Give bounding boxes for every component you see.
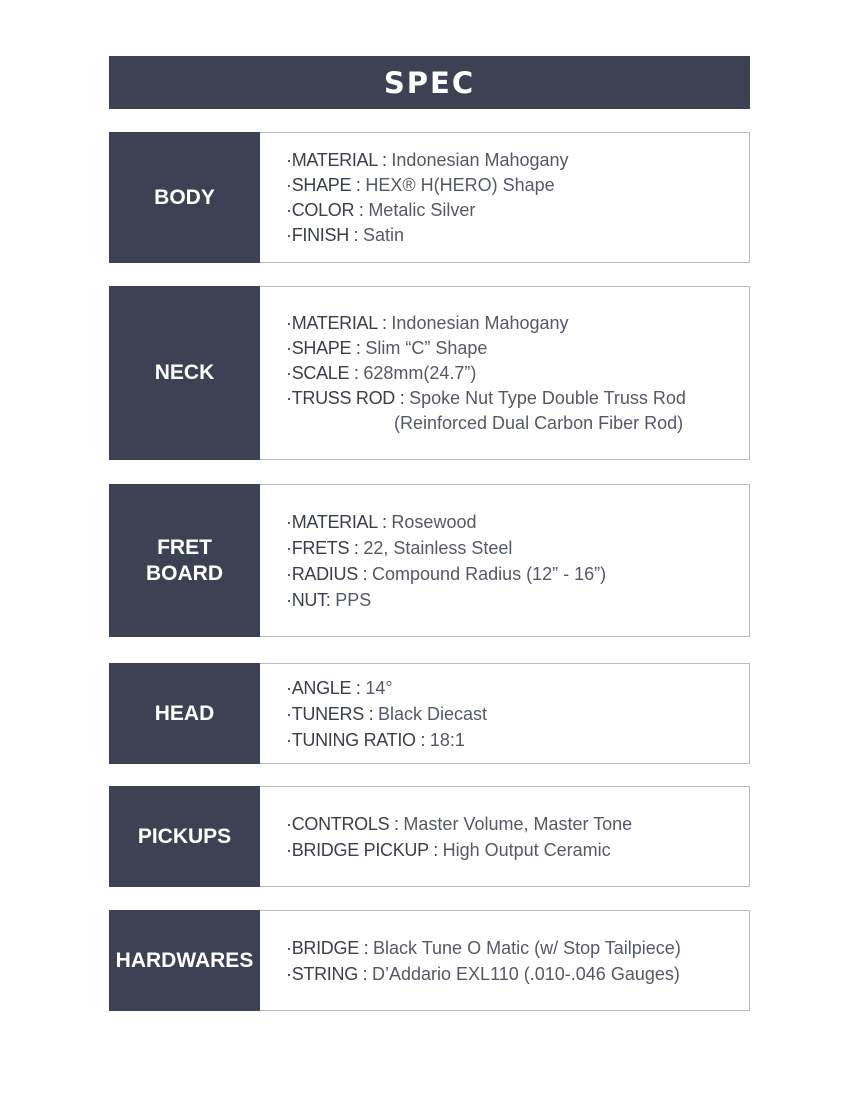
spec-value: D’Addario EXL110 (.010-.046 Gauges) [372, 963, 680, 984]
spec-key: ·ANGLE : [286, 677, 366, 698]
spec-value: Indonesian Mahogany [391, 312, 569, 333]
spec-key: ·TRUSS ROD : [286, 387, 410, 408]
spec-key: ·SHAPE : [286, 174, 366, 195]
spec-key: ·MATERIAL : [286, 511, 392, 532]
spec-key: ·STRING : [286, 963, 372, 984]
spec-list-body [260, 132, 750, 263]
spec-item [286, 535, 749, 561]
spec-value: PPS [335, 589, 372, 610]
spec-list-head [260, 663, 750, 764]
spec-key: ·MATERIAL : [286, 149, 392, 170]
spec-item [286, 675, 749, 701]
section-label-head: HEAD [109, 663, 260, 764]
spec-value: Compound Radius (12” - 16”) [372, 563, 607, 584]
spec-header [109, 56, 750, 109]
spec-key: ·CONTROLS : [286, 813, 404, 834]
section-label-pickups: PICKUPS [109, 786, 260, 887]
spec-value: High Output Ceramic [442, 839, 611, 860]
spec-key: ·FRETS : [286, 537, 364, 558]
spec-value: Spoke Nut Type Double Truss Rod [409, 387, 686, 408]
spec-value: 14° [365, 677, 393, 698]
spec-item [286, 961, 749, 987]
spec-continuation: (Reinforced Dual Carbon Fiber Rod) [394, 412, 684, 433]
spec-item [286, 148, 749, 173]
spec-item [286, 837, 749, 863]
spec-value: Indonesian Mahogany [391, 149, 569, 170]
spec-key: ·TUNING RATIO : [286, 729, 430, 750]
spec-value: Rosewood [391, 511, 477, 532]
spec-key: ·TUNERS : [286, 703, 379, 724]
spec-item [286, 336, 749, 361]
spec-value: Satin [363, 224, 405, 245]
spec-item [286, 561, 749, 587]
section-head [109, 663, 750, 764]
spec-value: Master Volume, Master Tone [403, 813, 633, 834]
spec-value: Metalic Silver [368, 199, 476, 220]
spec-key: ·FINISH : [286, 224, 363, 245]
spec-key: ·COLOR : [286, 199, 369, 220]
spec-key: ·SHAPE : [286, 337, 366, 358]
spec-value: Black Diecast [378, 703, 488, 724]
spec-item [286, 935, 749, 961]
spec-value: Slim “C” Shape [365, 337, 488, 358]
spec-item [286, 223, 749, 248]
spec-item [286, 727, 749, 753]
spec-key: ·SCALE : [286, 362, 364, 383]
spec-key: ·BRIDGE PICKUP : [286, 839, 443, 860]
section-neck [109, 286, 750, 460]
spec-list-hardwares [260, 910, 750, 1011]
spec-value: 628mm(24.7”) [363, 362, 477, 383]
section-body [109, 132, 750, 263]
spec-item [286, 173, 749, 198]
page-title: SPEC [383, 65, 476, 100]
section-pickups [109, 786, 750, 887]
section-fretboard [109, 484, 750, 637]
spec-value: HEX® H(HERO) Shape [365, 174, 555, 195]
spec-list-fretboard [260, 484, 750, 637]
section-label-fretboard: FRET BOARD [109, 484, 260, 637]
spec-item [286, 509, 749, 535]
section-hardwares [109, 910, 750, 1011]
section-label-neck: NECK [109, 286, 260, 460]
spec-value: 18:1 [429, 729, 465, 750]
section-label-body: BODY [109, 132, 260, 263]
spec-key: ·RADIUS : [286, 563, 373, 584]
spec-item [286, 587, 749, 613]
spec-item [286, 386, 749, 411]
spec-list-neck [260, 286, 750, 460]
spec-item [286, 311, 749, 336]
spec-key: ·BRIDGE : [286, 937, 374, 958]
spec-key: ·NUT: [286, 589, 336, 610]
section-label-hardwares: HARDWARES [109, 910, 260, 1011]
spec-item [286, 361, 749, 386]
spec-item [286, 701, 749, 727]
spec-list-pickups [260, 786, 750, 887]
spec-value: 22, Stainless Steel [363, 537, 513, 558]
spec-item [286, 811, 749, 837]
spec-item [286, 198, 749, 223]
spec-key: ·MATERIAL : [286, 312, 392, 333]
spec-value: Black Tune O Matic (w/ Stop Tailpiece) [373, 937, 681, 958]
